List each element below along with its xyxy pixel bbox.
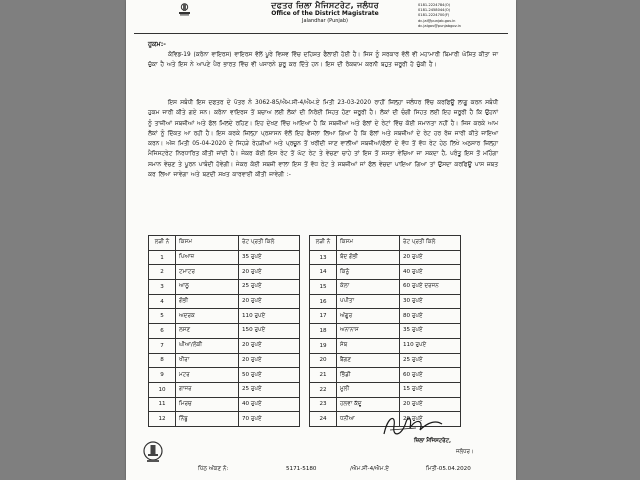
contact-line: 0181-2224700(F) <box>418 13 450 18</box>
order-paragraph-1: ਕੋਵਿਡ-19 (ਕਰੋਨਾ ਵਾਇਰਸ) ਵਾਇਰਸ ਵੱਲੋਂ ਪੂਰੇ ਵਿਸ਼ਵ ਵਿੱਚ ਦਹਿਸ਼ਤ ਫੈਲਾਈ ਹੋਈ ਹੈ। ਜਿਸ ਨੂੰ ਸਰਕਾਰ ਵੱਲੋਂ ਵੀ ਮਹਾਮਾਰੀ ਬਿਮਾਰੀ ਘੋਸ਼ਿਤ ਕੀਤਾ ਜਾ ਚੁੱਕਾ ਹੈ ਅਤੇ ਇਸ ਨੇ ਆਪਣੇ ਪੈਰ ਭਾਰਤ ਵਿੱਚ ਵੀ ਪਸਾਰਨੇ ਸ਼ੁਰੂ ਕਰ ਦਿੱਤੇ ਹਨ। ਇਸ ਦੀ ਰੋਕਥਾਮ ਕਰਨੀ ਬਹੁਤ ਜ਼ਰੂਰੀ ਹੋ ਚੁੱਕੀ ਹੈ। <box>148 52 498 69</box>
rates-table-left <box>148 235 300 427</box>
table-row <box>310 294 461 309</box>
rate-cell: 40 ਰੁਪਏ <box>239 397 300 412</box>
item-cell: ਹਲਵਾ ਕੱਦੂ <box>337 397 400 412</box>
table-row <box>149 397 300 412</box>
item-cell: ਮਿਰਚ <box>176 397 239 412</box>
col-header-serial: ਲੜੀ ਨੰ <box>149 236 176 251</box>
item-cell: ਘੀਆ/ਲੋਕੀ <box>176 338 239 353</box>
table-row <box>149 382 300 397</box>
national-emblem-icon <box>178 2 191 16</box>
signatory-city: ਜਲੰਧਰ। <box>456 449 474 455</box>
item-cell: ਅਦਰਕ <box>176 309 239 324</box>
item-cell: ਮੂਲੀ <box>337 382 400 397</box>
serial-cell: 5 <box>149 309 176 324</box>
item-cell: ਅਨਾਨਾਸ <box>337 324 400 339</box>
office-location: Jalandhar (Punjab) <box>301 18 348 24</box>
endorsement-number: 5171-5180 <box>286 466 317 472</box>
table-row <box>149 368 300 383</box>
rate-cell: 20 ਰੁਪਏ <box>239 265 300 280</box>
serial-cell: 7 <box>149 338 176 353</box>
item-cell: ਸੇਬ <box>337 338 400 353</box>
table-row <box>310 368 461 383</box>
serial-cell: 8 <box>149 353 176 368</box>
table-header-row <box>310 236 461 251</box>
table-row <box>310 280 461 295</box>
order-label: ਹੁਕਮ:- <box>148 40 166 48</box>
signatory-designation: ਜ਼ਿਲਾ ਮੈਜਿਸਟਰੇਟ, <box>414 438 452 444</box>
office-title-punjabi: ਦਫਤਰ ਜ਼ਿਲਾ ਮੈਜਿਸਟਰੇਟ, ਜਲੰਧਰ <box>271 1 379 10</box>
rate-cell: 20 ਰੁਪਏ <box>239 338 300 353</box>
endorsement-date: ਮਿਤੀ-05.04.2020 <box>426 466 471 472</box>
table-row <box>149 338 300 353</box>
item-cell: ਕਿਨੂੰ <box>337 265 400 280</box>
serial-cell: 18 <box>310 324 337 339</box>
rate-cell: 30 ਰੁਪਏ <box>400 294 461 309</box>
col-header-serial: ਲੜੀ ਨੰ <box>310 236 337 251</box>
table-row <box>310 324 461 339</box>
contact-line: dc.jal@punjab.gov.in <box>418 18 456 23</box>
item-cell: ਬੰਦ ਗੋਭੀ <box>337 250 400 265</box>
serial-cell: 4 <box>149 294 176 309</box>
rate-cell: 70 ਰੁਪਏ <box>239 412 300 427</box>
table-row <box>310 338 461 353</box>
table-row <box>310 265 461 280</box>
serial-cell: 16 <box>310 294 337 309</box>
table-row <box>149 353 300 368</box>
rate-cell: 80 ਰੁਪਏ <box>400 309 461 324</box>
rate-cell: 20 ਰੁਪਏ <box>400 412 461 427</box>
table-row <box>310 353 461 368</box>
serial-cell: 20 <box>310 353 337 368</box>
item-cell: ਬੈਂਗਣ <box>337 353 400 368</box>
serial-cell: 22 <box>310 382 337 397</box>
table-row <box>149 280 300 295</box>
table-row <box>149 412 300 427</box>
contact-line: 0181-2224784(O) <box>418 3 451 7</box>
item-cell: ਕੇਲਾ <box>337 280 400 295</box>
serial-cell: 14 <box>310 265 337 280</box>
col-header-item: ਕਿਸਮ <box>337 236 400 251</box>
rate-cell: 50 ਰੁਪਏ <box>239 368 300 383</box>
serial-cell: 2 <box>149 265 176 280</box>
table-row <box>310 250 461 265</box>
table-row <box>149 250 300 265</box>
table-header-row <box>149 236 300 251</box>
office-title-english: Office of the District Magistrate <box>271 10 379 17</box>
table-row <box>310 382 461 397</box>
document-page <box>126 0 516 480</box>
rate-cell: 20 ਰੁਪਏ <box>400 397 461 412</box>
serial-cell: 1 <box>149 250 176 265</box>
serial-cell: 10 <box>149 382 176 397</box>
serial-cell: 11 <box>149 397 176 412</box>
item-cell: ਟਮਾਟਰ <box>176 265 239 280</box>
serial-cell: 13 <box>310 250 337 265</box>
serial-cell: 9 <box>149 368 176 383</box>
handwritten-signature <box>376 410 446 440</box>
serial-cell: 15 <box>310 280 337 295</box>
rate-cell: 150 ਰੁਪਏ <box>239 324 300 339</box>
rate-cell: 60 ਰੁਪਏ <box>400 368 461 383</box>
rate-cell: 25 ਰੁਪਏ <box>239 280 300 295</box>
table-row <box>149 324 300 339</box>
endorsement-branch: /ਐਮ.ਸੀ-4/ਐਮ.ਏ <box>350 466 389 472</box>
rate-cell: 110 ਰੁਪਏ <box>239 309 300 324</box>
contact-block <box>418 3 461 29</box>
rates-table-right <box>309 235 461 427</box>
item-cell: ਪਪੀਤਾ <box>337 294 400 309</box>
rate-cell: 40 ਰੁਪਏ <box>400 265 461 280</box>
serial-cell: 6 <box>149 324 176 339</box>
header-divider <box>134 33 508 34</box>
serial-cell: 21 <box>310 368 337 383</box>
serial-cell: 3 <box>149 280 176 295</box>
official-seal-icon <box>142 440 164 464</box>
item-cell: ਪਿਆਜ਼ <box>176 250 239 265</box>
rate-cell: 60 ਰੁਪਏ ਦਰਜਨ <box>400 280 461 295</box>
item-cell: ਮਟਰ <box>176 368 239 383</box>
rate-cell: 35 ਰੁਪਏ <box>239 250 300 265</box>
table-row <box>149 294 300 309</box>
rate-cell: 35 ਰੁਪਏ <box>400 324 461 339</box>
order-paragraph-2: ਇਸ ਸਬੰਧੀ ਇਸ ਦਫਤਰ ਦੇ ਪੱਤਰ ਨੰ 3062-85/ਐਮ.ਸੀ-4/ਐਮ.ਏ ਮਿਤੀ 23-03-2020 ਰਾਹੀਂ ਜ਼ਿਲ੍ਹਾ ਜਲੰਧਰ ਵਿੱਚ ਕਰਫਿਊ ਲਾਗੂ ਕਰਨ ਸਬੰਧੀ ਹੁਕਮ ਜਾਰੀ ਕੀਤੇ ਗਏ ਸਨ। ਕਰੋਨਾ ਵਾਇਰਸ ਤੋਂ ਬਚਾਅ ਲਈ ਲੋਕਾਂ ਦੀ ਨਿਰੋਈ ਸਿਹਤ ਹੋਣਾ ਜ਼ਰੂਰੀ ਹੈ। ਲੋਕਾਂ ਦੀ ਚੰਗੀ ਸਿਹਤ ਲਈ ਇਹ ਜ਼ਰੂਰੀ ਹੈ ਕਿ ਉਹਨਾਂ ਨੂੰ ਤਾਜ਼ੀਆਂ ਸਬਜ਼ੀਆਂ ਅਤੇ ਫੱਲ ਮਿਲਦੇ ਰਹਿਣ। ਇਹ ਦੇਖਣ ਵਿੱਚ ਆਇਆ ਹੈ ਕਿ ਸਬਜ਼ੀਆਂ ਅਤੇ ਫੱਲਾਂ ਦੇ ਰੇਟਾਂ ਵਿੱਚ ਕੋਈ ਸਮਾਨਤਾ ਨਹੀਂ ਹੈ। ਜਿਸ ਕਰਕੇ ਆਮ ਲੋਕਾਂ ਨੂੰ ਦਿੱਕਤ ਆ ਰਹੀ ਹੈ। ਇਸ ਕਰਕੇ ਜ਼ਿਲ੍ਹਾ ਪ੍ਰਸ਼ਾਸਨ ਵੱਲੋਂ ਇਹ ਫੈਸਲਾ ਲਿਆ ਗਿਆ ਹੈ ਕਿ ਫੱਲਾਂ ਅਤੇ ਸਬਜ਼ੀਆਂ ਦੇ ਰੇਟ ਹਰ ਰੋਜ਼ ਜਾਰੀ ਕੀਤੇ ਜਾਇਆ ਕਰਨ। ਅੱਜ ਮਿਤੀ 05-04-2020 ਦੇ ਜਿਹੜੇ ਰੇਹੜੀਆਂ ਅਤੇ ਪ੍ਰਚੂਨ ਤੋਂ ਖਰੀਦੀ ਜਾਣ ਵਾਲੀਆਂ ਸਬਜ਼ੀਆਂ/ਫੱਲਾਂ ਦੇ ਵੱਧ ਤੋਂ ਵੱਧ ਰੇਟ ਹੇਠ ਲਿਖੇ ਅਨੁਸਾਰ ਜ਼ਿਲ੍ਹਾ ਮੈਜਿਸਟਰੇਟ ਨਿਰਧਾਰਿਤ ਕੀਤੀ ਜਾਂਦੀ ਹੈ। ਜੇਕਰ ਕੋਈ ਇਸ ਰੇਟ ਤੋਂ ਘੱਟ ਰੇਟ ਤੇ ਵੇਚਣਾ ਚਾਹੇ ਤਾਂ ਇਸ ਤੋਂ ਸਸਤਾ ਵੇਚਿਆ ਜਾ ਸਕਦਾ ਹੈ, ਪਰੰਤੂ ਇਸ ਤੋਂ ਮਹਿੰਗਾ ਸਮਾਨ ਵੇਚਣ ਤੇ ਪੂਰਨ ਪਾਬੰਦੀ ਹੋਵੇਗੀ। ਜੇਕਰ ਕੋਈ ਸਬਜ਼ੀ ਵਾਲਾ ਇਸ ਤੋਂ ਵੱਧ ਰੇਟ ਤੇ ਸਬਜ਼ੀਆਂ ਜਾਂ ਫੱਲ ਵੇਚਦਾ ਪਾਇਆ ਗਿਆ ਤਾਂ ਉਸਦਾ ਕਰਫਿਊ ਪਾਸ ਜ਼ਬਤ ਕਰ ਲਿਆ ਜਾਵੇਗਾ ਅਤੇ ਬਣਦੀ ਸਖ਼ਤ ਕਾਰਵਾਈ ਕੀਤੀ ਜਾਵੇਗੀ :- <box>148 100 498 179</box>
rate-cell: 20 ਰੁਪਏ <box>239 294 300 309</box>
item-cell: ਆਲੂ <box>176 280 239 295</box>
contact-line: 0181-2458044(O) <box>418 8 451 13</box>
serial-cell: 19 <box>310 338 337 353</box>
item-cell: ਖੀਰਾ <box>176 353 239 368</box>
item-cell: ਗਾਜਰ <box>176 382 239 397</box>
item-cell: ਧਨੀਆ <box>337 412 400 427</box>
rate-cell: 20 ਰੁਪਏ <box>400 250 461 265</box>
rate-cell: 15 ਰੁਪਏ <box>400 382 461 397</box>
table-row <box>310 309 461 324</box>
serial-cell: 24 <box>310 412 337 427</box>
endorsement-label: ਪਿੱਠ ਅੰਕਣ ਨੰ: <box>198 466 229 472</box>
item-cell: ਲਸਣ <box>176 324 239 339</box>
item-cell: ਅੰਗੂਰ <box>337 309 400 324</box>
serial-cell: 17 <box>310 309 337 324</box>
table-row <box>149 265 300 280</box>
rate-cell: 110 ਰੁਪਏ <box>400 338 461 353</box>
contact-line: dc.jalgov@punjabgov.in <box>418 23 461 28</box>
item-cell: ਨਿੰਬੂ <box>176 412 239 427</box>
col-header-rate: ਰੇਟ ਪ੍ਰਤੀ ਕਿਲੋ <box>239 236 300 251</box>
table-row <box>149 309 300 324</box>
item-cell: ਭਿੰਡੀ <box>337 368 400 383</box>
rate-cell: 20 ਰੁਪਏ <box>239 353 300 368</box>
serial-cell: 12 <box>149 412 176 427</box>
col-header-rate: ਰੇਟ ਪ੍ਰਤੀ ਕਿਲੋ <box>400 236 461 251</box>
rate-cell: 25 ਰੁਪਏ <box>239 382 300 397</box>
item-cell: ਗੋਭੀ <box>176 294 239 309</box>
serial-cell: 23 <box>310 397 337 412</box>
col-header-item: ਕਿਸਮ <box>176 236 239 251</box>
rate-cell: 25 ਰੁਪਏ <box>400 353 461 368</box>
